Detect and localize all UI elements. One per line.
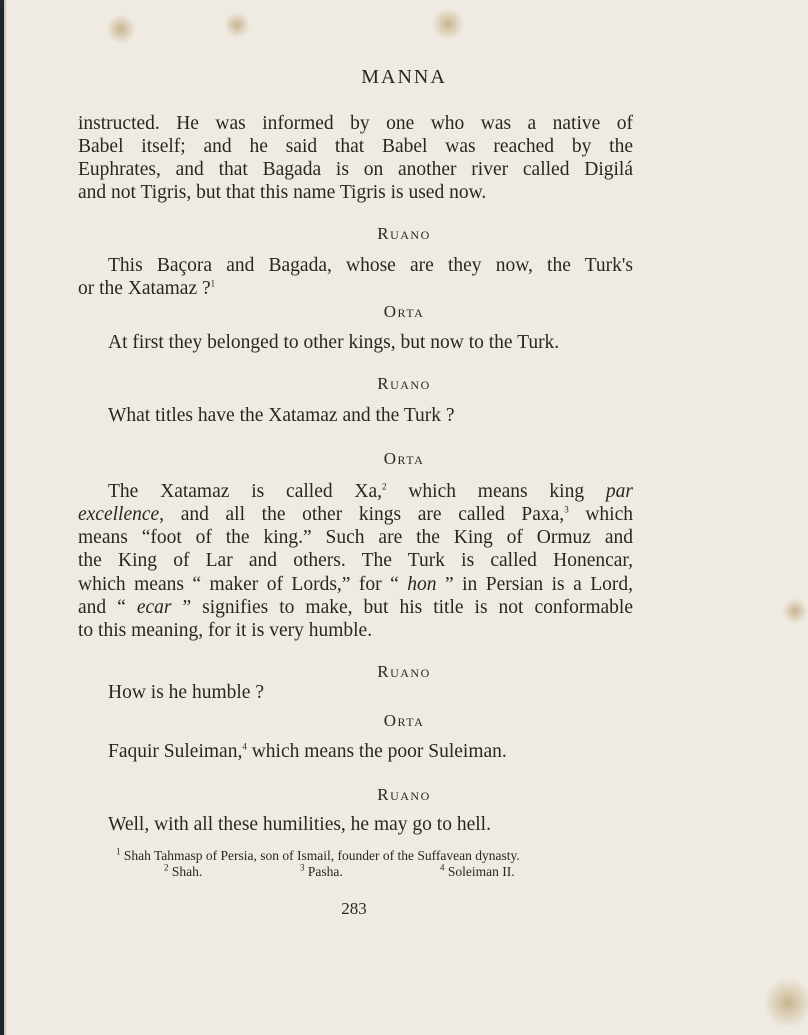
speaker-name: Orta bbox=[383, 711, 425, 730]
text-line: instructed. He was informed by one who was a native of bbox=[78, 113, 633, 134]
text-line: means “foot of the king.” Such are the King of Ormuz and bbox=[78, 527, 633, 548]
text-line: and “ ecar ” signifies to make, but his title is not conformable bbox=[78, 597, 634, 618]
footnote: $^2$ Shah. bbox=[164, 862, 203, 879]
text-line: or the Xatamaz ?$^1$ bbox=[78, 278, 216, 299]
text-line: to this meaning, for it is very humble. bbox=[78, 620, 373, 641]
speaker-name: Ruano bbox=[377, 785, 431, 804]
text-line: At first they belonged to other kings, but now to the Turk. bbox=[108, 332, 560, 353]
speaker-name: Ruano bbox=[377, 224, 431, 243]
text-line: This Baçora and Bagada, whose are they now, the Turk's bbox=[108, 255, 633, 276]
foxing-spot bbox=[224, 12, 250, 38]
text-line: the King of Lar and others. The Turk is called Honencar, bbox=[78, 550, 633, 571]
text-line: Faquir Suleiman,$^4$ which means the poor Suleiman. bbox=[108, 741, 507, 762]
running-header: MANNA bbox=[361, 66, 447, 88]
text-line: Babel itself; and he said that Babel was reached by the bbox=[78, 136, 633, 157]
text-line: How is he humble ? bbox=[108, 682, 264, 703]
foxing-spot bbox=[766, 975, 808, 1031]
footnote: $^4$ Soleiman II. bbox=[440, 862, 515, 879]
footnote-ref: 4 bbox=[242, 741, 247, 752]
speaker-name: Orta bbox=[383, 449, 425, 468]
foxing-spot bbox=[432, 8, 464, 40]
text-line: The Xatamaz is called Xa,$^2$ which means king par bbox=[108, 481, 633, 502]
text-line: What titles have the Xatamaz and the Turk ? bbox=[108, 405, 455, 426]
speaker-name: Ruano bbox=[377, 662, 431, 681]
footnote-ref: 1 bbox=[210, 278, 216, 289]
text-line: and not Tigris, but that this name Tigris is used now. bbox=[78, 182, 487, 203]
speaker-name: Ruano bbox=[377, 374, 431, 393]
footnote: $^3$ Pasha. bbox=[300, 862, 343, 879]
speaker-name: Orta bbox=[383, 302, 425, 321]
text-line: which means “ maker of Lords,” for “ hon ” in Persian is a Lord, bbox=[78, 574, 633, 595]
page-number: 283 bbox=[341, 899, 367, 918]
foxing-spot bbox=[106, 14, 136, 44]
text-line: Well, with all these humilities, he may go to hell. bbox=[108, 814, 491, 835]
foxing-spot bbox=[782, 598, 808, 624]
text-line: excellence, and all the other kings are called Paxa,$^3$ which bbox=[78, 504, 633, 525]
footnote: $^1$ Shah Tahmasp of Persia, son of Ismail, founder of the Suffavean dynasty. bbox=[116, 846, 520, 863]
text-line: Euphrates, and that Bagada is on another river called Digilá bbox=[78, 159, 633, 180]
